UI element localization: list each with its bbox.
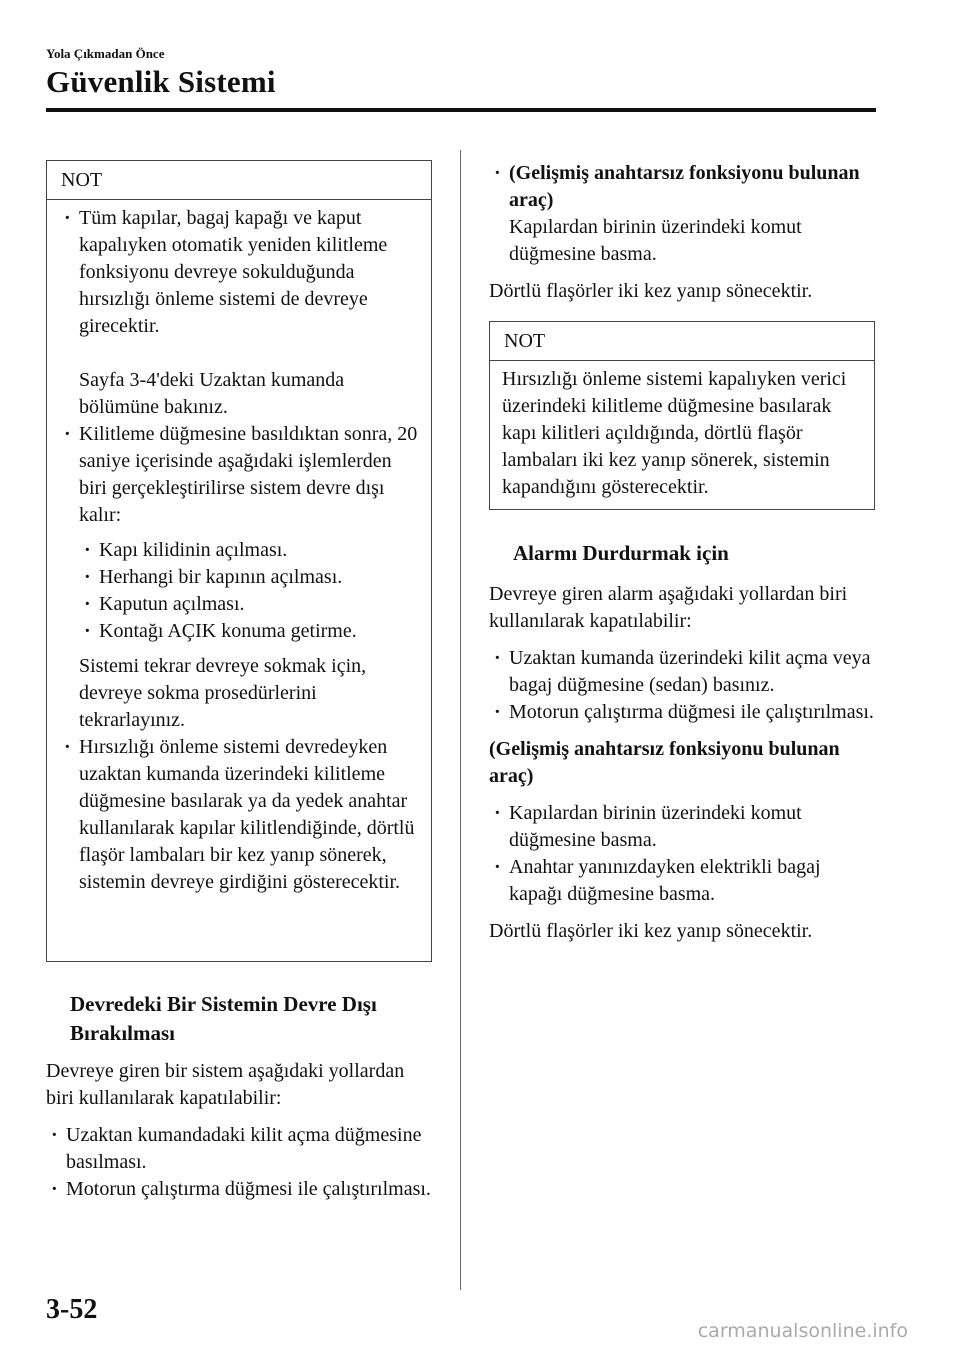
note-sub-item: · Kaputun açılması. <box>79 591 419 618</box>
note-bullet: · Kilitleme düğmesine basıldıktan sonra, 20 saniye içerisinde aşağıdaki işlemlerden biri gerçekleştirilirse sistem devre dışı kalır: <box>59 421 419 529</box>
list-item: · Anahtar yanınızdayken elektrikli bagaj kapağı düğmesine basma. <box>489 854 875 908</box>
note-heading: NOT <box>47 161 431 200</box>
intro-paragraph: Devreye giren alarm aşağıdaki yollardan biri kullanılarak kapatılabilir: <box>489 583 848 632</box>
note-paragraph: Hırsızlığı önleme sistemi kapalıyken verici üzerindeki kilitleme düğmesine basılarak kapı kilitleri açıldığında, dörtlü flaşör lambaları iki kez yanıp sönerek, sistemin kapandığını gösterecektir. <box>502 368 847 498</box>
watermark: carmanualsonline.info <box>697 1320 908 1342</box>
right-column <box>489 160 875 945</box>
page-number: 3-52 <box>46 1294 98 1325</box>
bullet-list <box>46 1122 432 1203</box>
note-body <box>490 361 874 509</box>
note-paragraph: Sistemi tekrar devreye sokmak için, devreye sokma prosedürlerini tekrarlayınız. <box>79 655 367 731</box>
note-sub-item: · Kontağı AÇIK konuma getirme. <box>79 618 419 645</box>
note-sub-list <box>59 537 419 645</box>
paragraph: Dörtlü flaşörler iki kez yanıp sönecektir. <box>489 280 813 302</box>
note-body <box>47 200 431 904</box>
intro-paragraph: Devreye giren bir sistem aşağıdaki yollardan biri kullanılarak kapatılabilir: <box>46 1060 405 1109</box>
list-item: · (Gelişmiş anahtarsız fonksiyonu bulunan araç) <box>489 160 875 214</box>
list-item: · Uzaktan kumanda üzerindeki kilit açma veya bagaj düğmesine (sedan) basınız. <box>489 645 875 699</box>
note-sub-item: · Herhangi bir kapının açılması. <box>79 564 419 591</box>
note-bullet: · Tüm kapılar, bagaj kapağı ve kaput kapalıyken otomatik yeniden kilitleme fonksiyonu devreye sokulduğunda hırsızlığı önleme sistemi de devreye girecektir. <box>59 205 419 340</box>
list-item: · Kapılardan birinin üzerindeki komut düğmesine basma. <box>489 800 875 854</box>
left-column <box>46 160 432 1203</box>
column-divider <box>460 150 461 1290</box>
note-heading: NOT <box>490 322 874 361</box>
note-reference: Sayfa 3-4'deki Uzaktan kumanda bölümüne bakınız. <box>79 369 345 418</box>
note-box <box>46 160 432 962</box>
list-item-text: Kapılardan birinin üzerindeki komut düğmesine basma. <box>509 216 802 265</box>
note-box <box>489 321 875 510</box>
bullet-list <box>489 800 875 908</box>
section-heading: Devredeki Bir Sistemin Devre Dışı Bırakılması <box>70 992 377 1045</box>
bullet-list <box>489 645 875 726</box>
note-sub-item: · Kapı kilidinin açılması. <box>79 537 419 564</box>
paragraph: Dörtlü flaşörler iki kez yanıp sönecektir. <box>489 920 813 942</box>
section-label: Yola Çıkmadan Önce <box>46 46 165 61</box>
list-item: · Motorun çalıştırma düğmesi ile çalıştırılması. <box>489 699 875 726</box>
list-item: · Uzaktan kumandadaki kilit açma düğmesine basılması. <box>46 1122 432 1176</box>
list-item: · Motorun çalıştırma düğmesi ile çalıştırılması. <box>46 1176 432 1203</box>
section-heading: Alarmı Durdurmak için <box>513 541 729 565</box>
title-rule <box>46 108 876 112</box>
page-title: Güvenlik Sistemi <box>46 64 276 99</box>
sub-heading: (Gelişmiş anahtarsız fonksiyonu bulunan araç) <box>489 738 840 787</box>
note-bullet: · Hırsızlığı önleme sistemi devredeyken uzaktan kumanda üzerindeki kilitleme düğmesine basılarak ya da yedek anahtar kullanılarak kapılar kilitlendiğinde, dörtlü flaşör lambaları bir kez yanıp sönerek, sistemin devreye girdiğini gösterecektir. <box>59 734 419 896</box>
